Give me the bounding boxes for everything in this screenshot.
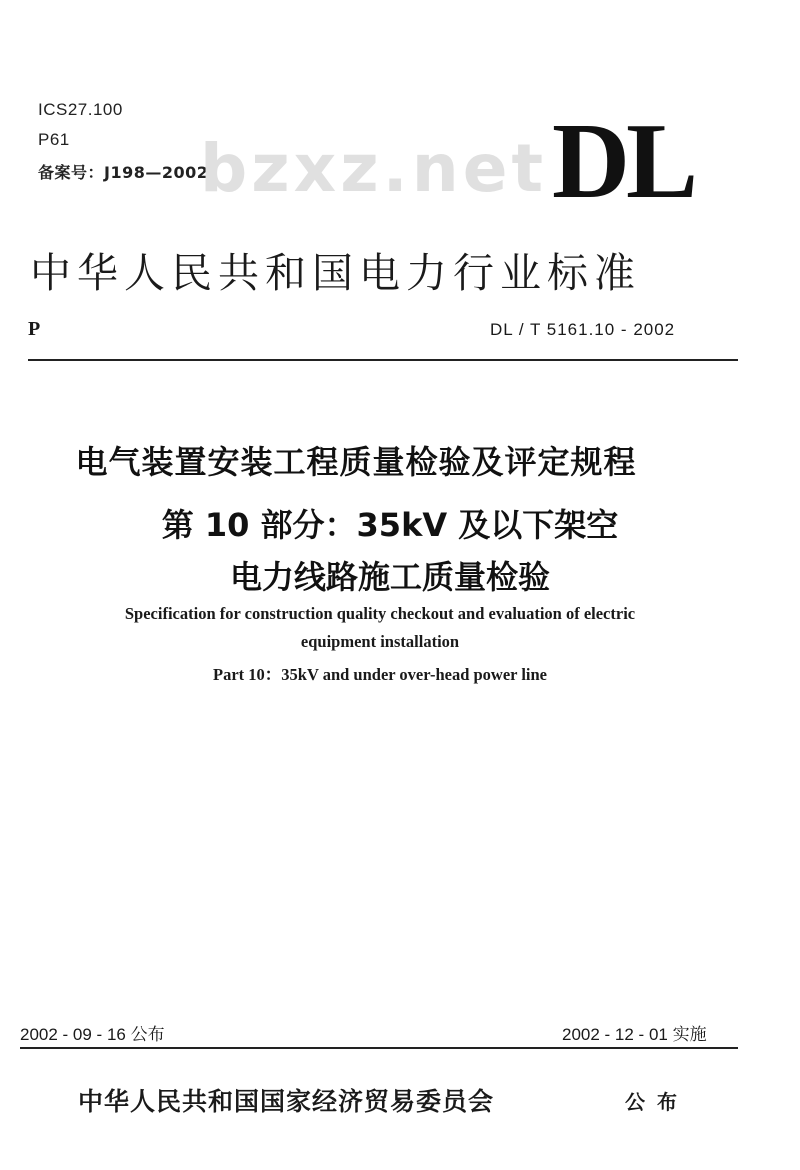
org-title: 中华人民共和国电力行业标准 xyxy=(30,249,641,297)
implementation-date: 2002 - 12 - 01 实施 xyxy=(562,1025,707,1044)
title-zh-line3: 电力线路施工质量检验 xyxy=(229,558,550,596)
ics-code: ICS27.100 xyxy=(38,100,123,119)
title-zh-line2: 第 10 部分：35kV 及以下架空 xyxy=(161,506,619,544)
issue-date: 2002 - 09 - 16 公布 xyxy=(20,1025,165,1044)
category-letter: P xyxy=(28,318,41,340)
top-divider xyxy=(28,359,738,361)
watermark: bzxz.net xyxy=(200,130,548,207)
publisher-name: 中华人民共和国国家经济贸易委员会 xyxy=(78,1087,495,1116)
bottom-divider xyxy=(20,1047,738,1049)
title-en-line1: Specification for construction quality checkout and evaluation of electric xyxy=(124,604,636,623)
dl-logo: DL xyxy=(552,102,695,221)
standard-number: DL / T 5161.10 - 2002 xyxy=(490,320,676,339)
title-en-line2: equipment installation xyxy=(300,632,460,651)
title-zh-line1: 电气装置安装工程质量检验及评定规程 xyxy=(75,443,637,481)
publish-label: 公布 xyxy=(625,1090,689,1114)
classification-code: P61 xyxy=(38,130,70,149)
record-number: 备案号：J198—2002 xyxy=(38,163,209,182)
title-en-line3: Part 10：35kV and under over-head power line xyxy=(213,665,547,684)
